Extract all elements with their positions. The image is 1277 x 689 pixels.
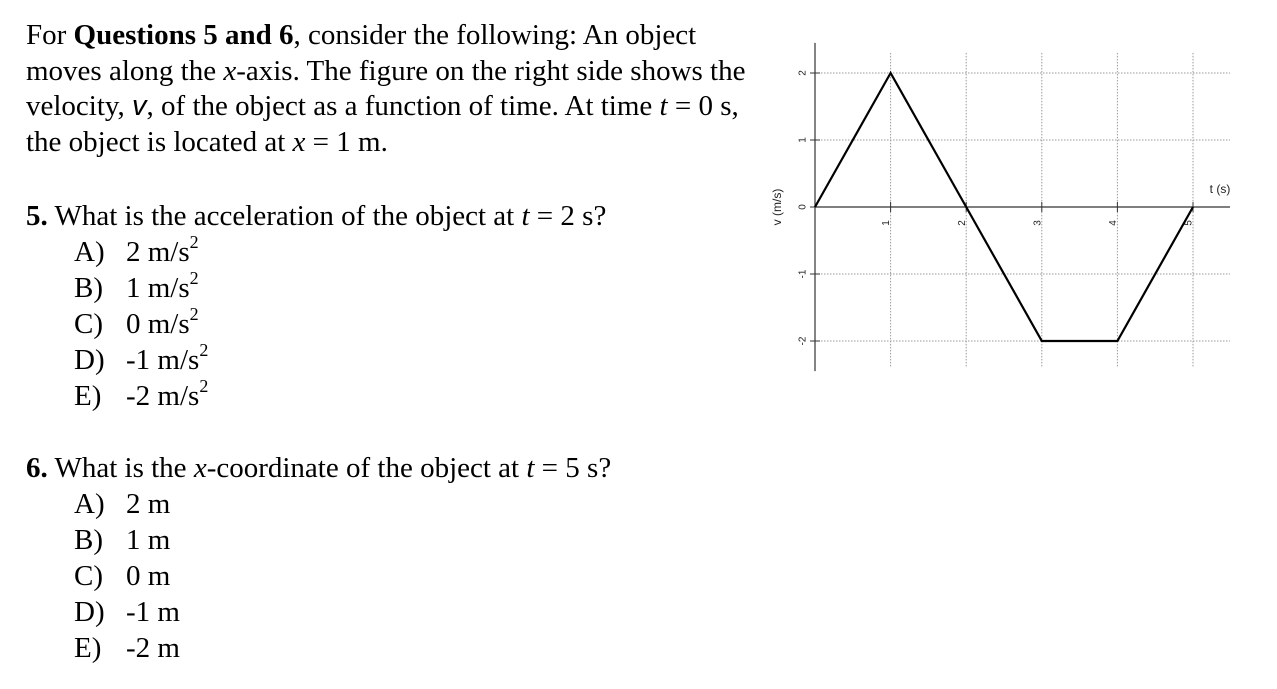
choice-value: 2 m <box>126 488 171 520</box>
question-6-text: = 5 s? <box>534 452 612 484</box>
choice-value: -2 m <box>126 632 180 664</box>
choice-value: -2 m/s <box>126 380 200 412</box>
question-5-text: = 2 s? <box>529 200 607 232</box>
choice-letter: E) <box>74 380 102 412</box>
question-6-text: What is the <box>47 452 194 484</box>
velocity-time-graph <box>760 30 1260 380</box>
choice-5a[interactable] <box>74 234 606 270</box>
choice-letter: C) <box>74 308 103 340</box>
intro-var-t: t <box>659 90 668 122</box>
question-6-stem <box>26 450 611 486</box>
y-tick-label: 0 <box>797 204 809 210</box>
choice-value: -1 m <box>126 596 180 628</box>
x-tick-label: 5 <box>1183 220 1195 226</box>
choice-5c[interactable] <box>74 306 606 342</box>
y-tick-label: 1 <box>797 137 809 143</box>
choice-6b[interactable] <box>74 522 611 558</box>
choice-letter: A) <box>74 236 105 268</box>
choice-letter: B) <box>74 272 103 304</box>
choice-6a[interactable] <box>74 486 611 522</box>
choice-value: 1 m <box>126 524 171 556</box>
intro-paragraph <box>26 18 746 160</box>
choice-value: 1 m/s <box>126 272 190 304</box>
x-axis-label: t (s) <box>1209 182 1231 196</box>
choice-exponent: 2 <box>199 376 209 397</box>
intro-text: -axis. The figure on the right side shows the velocity, <box>26 54 746 122</box>
choice-value: 2 m/s <box>126 236 190 268</box>
question-5-number: 5. <box>26 200 48 232</box>
x-tick-label: 3 <box>1032 220 1044 226</box>
choice-value: -1 m/s <box>126 344 200 376</box>
question-5-choices <box>74 234 606 414</box>
choice-value: 0 m <box>126 560 171 592</box>
choice-exponent: 2 <box>189 268 199 289</box>
y-tick-label: -1 <box>797 269 809 279</box>
choice-letter: B) <box>74 524 103 556</box>
intro-text: For <box>26 19 74 51</box>
intro-text: , consider the following: An object moves along the <box>26 19 697 87</box>
question-6-var-t: t <box>526 452 535 484</box>
intro-var-v: v <box>132 90 147 122</box>
intro-var-x: x <box>223 54 237 87</box>
intro-var-x: x <box>292 125 306 158</box>
question-5-text: What is the acceleration of the object at <box>47 200 522 232</box>
choice-6d[interactable] <box>74 594 611 630</box>
choice-letter: D) <box>74 596 105 628</box>
question-5-stem <box>26 198 606 234</box>
question-6 <box>26 450 611 666</box>
choice-value: 0 m/s <box>126 308 190 340</box>
x-tick-label: 2 <box>956 220 968 226</box>
choice-5b[interactable] <box>74 270 606 306</box>
choice-6c[interactable] <box>74 558 611 594</box>
choice-exponent: 2 <box>199 340 209 361</box>
choice-6e[interactable] <box>74 630 611 666</box>
intro-text: = 1 m. <box>305 125 388 158</box>
y-tick-label: 2 <box>797 70 809 76</box>
question-6-choices <box>74 486 611 666</box>
x-tick-label: 4 <box>1108 220 1120 226</box>
intro-questions-ref: Questions 5 and 6 <box>73 19 294 51</box>
choice-5e[interactable] <box>74 378 606 414</box>
choice-letter: C) <box>74 560 103 592</box>
y-axis-label: v (m/s) <box>770 188 785 226</box>
question-6-number: 6. <box>26 452 48 484</box>
choice-exponent: 2 <box>189 304 199 325</box>
question-6-var-x: x <box>193 452 207 484</box>
question-5 <box>26 198 606 414</box>
choice-letter: E) <box>74 632 102 664</box>
intro-text: , of the object as a function of time. At time <box>146 90 660 122</box>
question-6-text: -coordinate of the object at <box>206 452 527 484</box>
question-5-var-t: t <box>521 200 530 232</box>
choice-letter: D) <box>74 344 105 376</box>
y-tick-label: -2 <box>797 336 809 346</box>
x-tick-label: 1 <box>881 220 893 226</box>
choice-letter: A) <box>74 488 105 520</box>
choice-5d[interactable] <box>74 342 606 378</box>
choice-exponent: 2 <box>189 232 199 253</box>
intro-text: = 0 s, the object is located at <box>26 90 739 158</box>
